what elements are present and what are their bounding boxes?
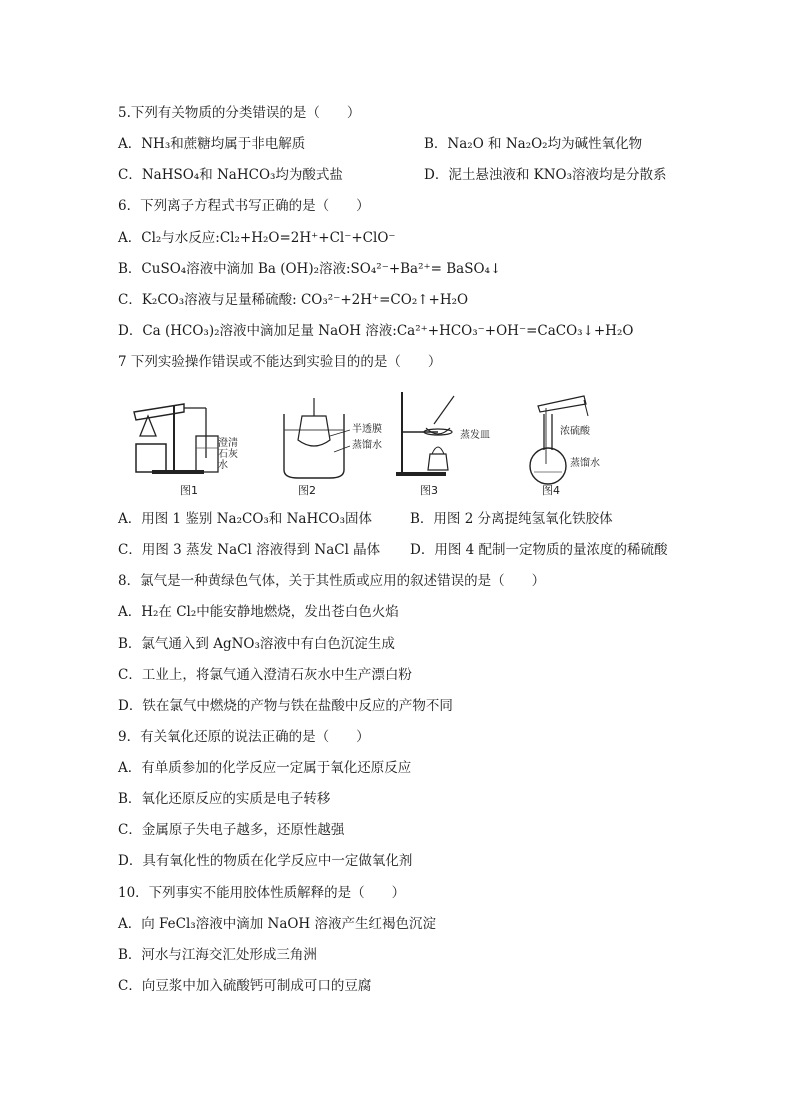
- q5-option-a: A．NH₃和蔗糖均属于非电解质: [118, 136, 306, 152]
- q5-stem: 5.下列有关物质的分类错误的是（ ）: [118, 105, 361, 121]
- q8-option-b: B．氯气通入到 AgNO₃溶液中有白色沉淀生成: [118, 636, 395, 652]
- q9-option-a: A．有单质参加的化学反应一定属于氧化还原反应: [118, 760, 412, 776]
- q9-option-b: B．氧化还原反应的实质是电子转移: [118, 791, 331, 807]
- q9-option-d: D．具有氧化性的物质在化学反应中一定做氧化剂: [118, 853, 413, 869]
- q6-option-d: D．Ca (HCO₃)₂溶液中滴加足量 NaOH 溶液:Ca²⁺+HCO₃⁻+OH⁻=CaCO₃↓+H₂O: [118, 323, 634, 339]
- q8-option-c: C．工业上，将氯气通入澄清石灰水中生产漂白粉: [118, 667, 412, 683]
- q5-option-d: D．泥土悬浊液和 KNO₃溶液均是分散系: [424, 167, 667, 183]
- q8-option-a: A．H₂在 Cl₂中能安静地燃烧，发出苍白色火焰: [118, 604, 399, 620]
- q7-option-c: C．用图 3 蒸发 NaCl 溶液得到 NaCl 晶体: [118, 542, 381, 558]
- q10-stem: 10．下列事实不能用胶体性质解释的是（ ）: [118, 885, 406, 901]
- q8-stem: 8．氯气是一种黄绿色气体，关于其性质或应用的叙述错误的是（ ）: [118, 573, 546, 589]
- q6-option-c: C．K₂CO₃溶液与足量稀硫酸: CO₃²⁻+2H⁺=CO₂↑+H₂O: [118, 292, 469, 308]
- q7-stem: 7 下列实验操作错误或不能达到实验目的的是（ ）: [118, 354, 442, 370]
- figure-4: [524, 386, 674, 498]
- q6-stem: 6．下列离子方程式书写正确的是（ ）: [118, 198, 370, 214]
- fig4-label-acid: 浓硫酸: [560, 426, 590, 437]
- q10-option-b: B．河水与江海交汇处形成三角洲: [118, 947, 317, 963]
- fig3-caption: 图3: [420, 484, 438, 497]
- evaporation-apparatus-drawing: [396, 386, 514, 498]
- q7-figures: [118, 386, 678, 498]
- fig4-label-water: 蒸馏水: [570, 458, 600, 469]
- figure-2: [268, 386, 386, 498]
- q5-option-b: B．Na₂O 和 Na₂O₂均为碱性氧化物: [424, 136, 643, 152]
- q5-option-c: C．NaHSO₄和 NaHCO₃均为酸式盐: [118, 167, 343, 183]
- fig4-caption: 图4: [542, 484, 560, 497]
- fig1-caption: 图1: [180, 484, 198, 497]
- q9-stem: 9．有关氧化还原的说法正确的是（ ）: [118, 729, 370, 745]
- q8-option-d: D．铁在氯气中燃烧的产物与铁在盐酸中反应的产物不同: [118, 698, 453, 714]
- fig1-label: 澄清 石灰水: [218, 438, 238, 471]
- q7-option-a: A．用图 1 鉴别 Na₂CO₃和 NaHCO₃固体: [118, 511, 373, 527]
- q6-option-b: B．CuSO₄溶液中滴加 Ba (OH)₂溶液:SO₄²⁻+Ba²⁺= BaSO₄↓: [118, 261, 502, 277]
- fig2-label-membrane: 半透膜: [352, 424, 382, 435]
- fig3-label: 蒸发皿: [460, 430, 490, 441]
- q7-option-d: D．用图 4 配制一定物质的量浓度的稀硫酸: [410, 542, 668, 558]
- q10-option-a: A．向 FeCl₃溶液中滴加 NaOH 溶液产生红褐色沉淀: [118, 916, 437, 932]
- figure-3: [396, 386, 514, 498]
- figure-1: [126, 386, 244, 498]
- fig2-label-water: 蒸馏水: [352, 440, 382, 451]
- q6-option-a: A．Cl₂与水反应:Cl₂+H₂O=2H⁺+Cl⁻+ClO⁻: [118, 230, 396, 246]
- q10-option-c: C．向豆浆中加入硫酸钙可制成可口的豆腐: [118, 978, 372, 994]
- fig2-caption: 图2: [298, 484, 316, 497]
- q7-option-b: B．用图 2 分离提纯氢氧化铁胶体: [410, 511, 613, 527]
- q9-option-c: C．金属原子失电子越多，还原性越强: [118, 822, 345, 838]
